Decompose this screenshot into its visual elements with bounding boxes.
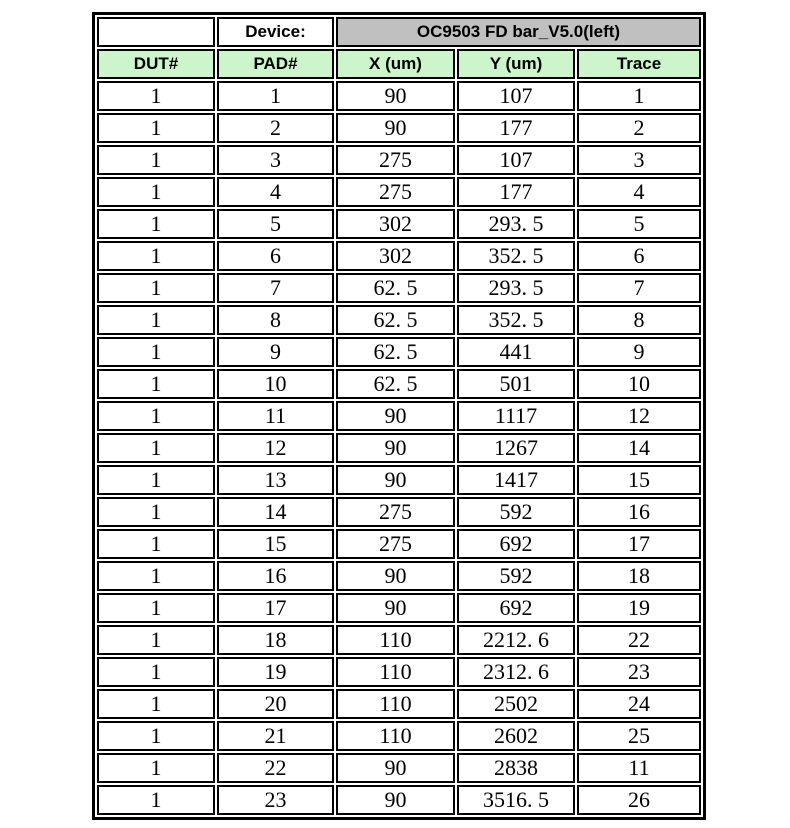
cell-y: 1117	[457, 401, 575, 431]
table-row	[97, 337, 701, 367]
cell-x: 90	[336, 465, 455, 495]
cell-dut: 1	[97, 81, 215, 111]
cell-x: 90	[336, 81, 455, 111]
cell-y: 501	[457, 369, 575, 399]
cell-y: 441	[457, 337, 575, 367]
cell-dut: 1	[97, 657, 215, 687]
cell-x: 62. 5	[336, 305, 455, 335]
cell-y: 352. 5	[457, 241, 575, 271]
cell-dut: 1	[97, 209, 215, 239]
cell-trace: 12	[577, 401, 701, 431]
cell-pad: 11	[217, 401, 334, 431]
cell-trace: 10	[577, 369, 701, 399]
cell-dut: 1	[97, 433, 215, 463]
cell-trace: 15	[577, 465, 701, 495]
cell-trace: 5	[577, 209, 701, 239]
cell-dut: 1	[97, 273, 215, 303]
table-row	[97, 529, 701, 559]
table-row	[97, 561, 701, 591]
cell-dut: 1	[97, 497, 215, 527]
table-row	[97, 241, 701, 271]
cell-y: 592	[457, 561, 575, 591]
table-row	[97, 657, 701, 687]
cell-pad: 18	[217, 625, 334, 655]
cell-x: 90	[336, 785, 455, 815]
cell-dut: 1	[97, 113, 215, 143]
cell-y: 692	[457, 593, 575, 623]
cell-y: 3516. 5	[457, 785, 575, 815]
column-header-y: Y (um)	[457, 49, 575, 79]
column-header-dut: DUT#	[97, 49, 215, 79]
table-row	[97, 497, 701, 527]
cell-y: 352. 5	[457, 305, 575, 335]
cell-trace: 23	[577, 657, 701, 687]
table-row	[97, 145, 701, 175]
cell-y: 1417	[457, 465, 575, 495]
column-header-x: X (um)	[336, 49, 455, 79]
cell-trace: 7	[577, 273, 701, 303]
cell-x: 275	[336, 497, 455, 527]
cell-y: 2602	[457, 721, 575, 751]
cell-dut: 1	[97, 593, 215, 623]
cell-dut: 1	[97, 145, 215, 175]
cell-pad: 4	[217, 177, 334, 207]
cell-x: 275	[336, 145, 455, 175]
cell-pad: 2	[217, 113, 334, 143]
cell-y: 177	[457, 113, 575, 143]
table-row	[97, 305, 701, 335]
table-row	[97, 593, 701, 623]
cell-x: 302	[336, 241, 455, 271]
cell-y: 2312. 6	[457, 657, 575, 687]
cell-trace: 6	[577, 241, 701, 271]
cell-dut: 1	[97, 561, 215, 591]
cell-pad: 15	[217, 529, 334, 559]
cell-x: 90	[336, 593, 455, 623]
cell-trace: 9	[577, 337, 701, 367]
cell-trace: 1	[577, 81, 701, 111]
cell-x: 62. 5	[336, 369, 455, 399]
cell-pad: 13	[217, 465, 334, 495]
table-row	[97, 433, 701, 463]
table-row	[97, 177, 701, 207]
column-header-trace: Trace	[577, 49, 701, 79]
cell-pad: 8	[217, 305, 334, 335]
cell-dut: 1	[97, 785, 215, 815]
cell-pad: 3	[217, 145, 334, 175]
cell-y: 592	[457, 497, 575, 527]
table-body	[97, 81, 701, 815]
cell-dut: 1	[97, 241, 215, 271]
table-row	[97, 401, 701, 431]
cell-trace: 14	[577, 433, 701, 463]
table-row	[97, 113, 701, 143]
cell-pad: 10	[217, 369, 334, 399]
cell-dut: 1	[97, 689, 215, 719]
cell-x: 90	[336, 561, 455, 591]
table-row	[97, 689, 701, 719]
cell-y: 177	[457, 177, 575, 207]
pad-coordinate-table	[92, 12, 706, 820]
cell-x: 90	[336, 753, 455, 783]
cell-x: 90	[336, 401, 455, 431]
device-label: Device:	[217, 17, 334, 47]
table-row	[97, 209, 701, 239]
cell-x: 90	[336, 113, 455, 143]
device-row	[97, 17, 701, 47]
cell-trace: 25	[577, 721, 701, 751]
cell-x: 110	[336, 721, 455, 751]
cell-x: 90	[336, 433, 455, 463]
cell-pad: 23	[217, 785, 334, 815]
cell-trace: 16	[577, 497, 701, 527]
cell-trace: 22	[577, 625, 701, 655]
cell-trace: 3	[577, 145, 701, 175]
cell-pad: 14	[217, 497, 334, 527]
cell-trace: 8	[577, 305, 701, 335]
cell-pad: 5	[217, 209, 334, 239]
cell-pad: 19	[217, 657, 334, 687]
cell-pad: 12	[217, 433, 334, 463]
cell-dut: 1	[97, 529, 215, 559]
cell-trace: 19	[577, 593, 701, 623]
table-row	[97, 273, 701, 303]
cell-trace: 2	[577, 113, 701, 143]
table-row	[97, 785, 701, 815]
cell-y: 2838	[457, 753, 575, 783]
cell-dut: 1	[97, 721, 215, 751]
cell-y: 1267	[457, 433, 575, 463]
column-header-row	[97, 49, 701, 79]
table-row	[97, 625, 701, 655]
cell-x: 110	[336, 657, 455, 687]
cell-trace: 4	[577, 177, 701, 207]
table-row	[97, 81, 701, 111]
cell-pad: 21	[217, 721, 334, 751]
table-row	[97, 721, 701, 751]
cell-y: 107	[457, 145, 575, 175]
cell-dut: 1	[97, 401, 215, 431]
device-name-value: OC9503 FD bar_V5.0(left)	[336, 17, 701, 47]
cell-dut: 1	[97, 369, 215, 399]
cell-y: 2212. 6	[457, 625, 575, 655]
cell-pad: 16	[217, 561, 334, 591]
cell-pad: 20	[217, 689, 334, 719]
cell-pad: 17	[217, 593, 334, 623]
cell-dut: 1	[97, 465, 215, 495]
cell-x: 110	[336, 625, 455, 655]
cell-pad: 1	[217, 81, 334, 111]
cell-y: 293. 5	[457, 273, 575, 303]
cell-x: 62. 5	[336, 273, 455, 303]
cell-dut: 1	[97, 753, 215, 783]
cell-y: 2502	[457, 689, 575, 719]
column-header-pad: PAD#	[217, 49, 334, 79]
cell-x: 110	[336, 689, 455, 719]
cell-trace: 11	[577, 753, 701, 783]
cell-pad: 7	[217, 273, 334, 303]
cell-dut: 1	[97, 305, 215, 335]
cell-y: 107	[457, 81, 575, 111]
table-row	[97, 369, 701, 399]
cell-trace: 24	[577, 689, 701, 719]
blank-cell	[97, 17, 215, 47]
cell-dut: 1	[97, 337, 215, 367]
table-row	[97, 753, 701, 783]
cell-pad: 6	[217, 241, 334, 271]
cell-y: 293. 5	[457, 209, 575, 239]
cell-x: 275	[336, 529, 455, 559]
cell-pad: 22	[217, 753, 334, 783]
cell-x: 275	[336, 177, 455, 207]
cell-trace: 17	[577, 529, 701, 559]
cell-pad: 9	[217, 337, 334, 367]
table-row	[97, 465, 701, 495]
cell-x: 302	[336, 209, 455, 239]
cell-dut: 1	[97, 625, 215, 655]
cell-trace: 18	[577, 561, 701, 591]
cell-y: 692	[457, 529, 575, 559]
cell-dut: 1	[97, 177, 215, 207]
cell-trace: 26	[577, 785, 701, 815]
cell-x: 62. 5	[336, 337, 455, 367]
